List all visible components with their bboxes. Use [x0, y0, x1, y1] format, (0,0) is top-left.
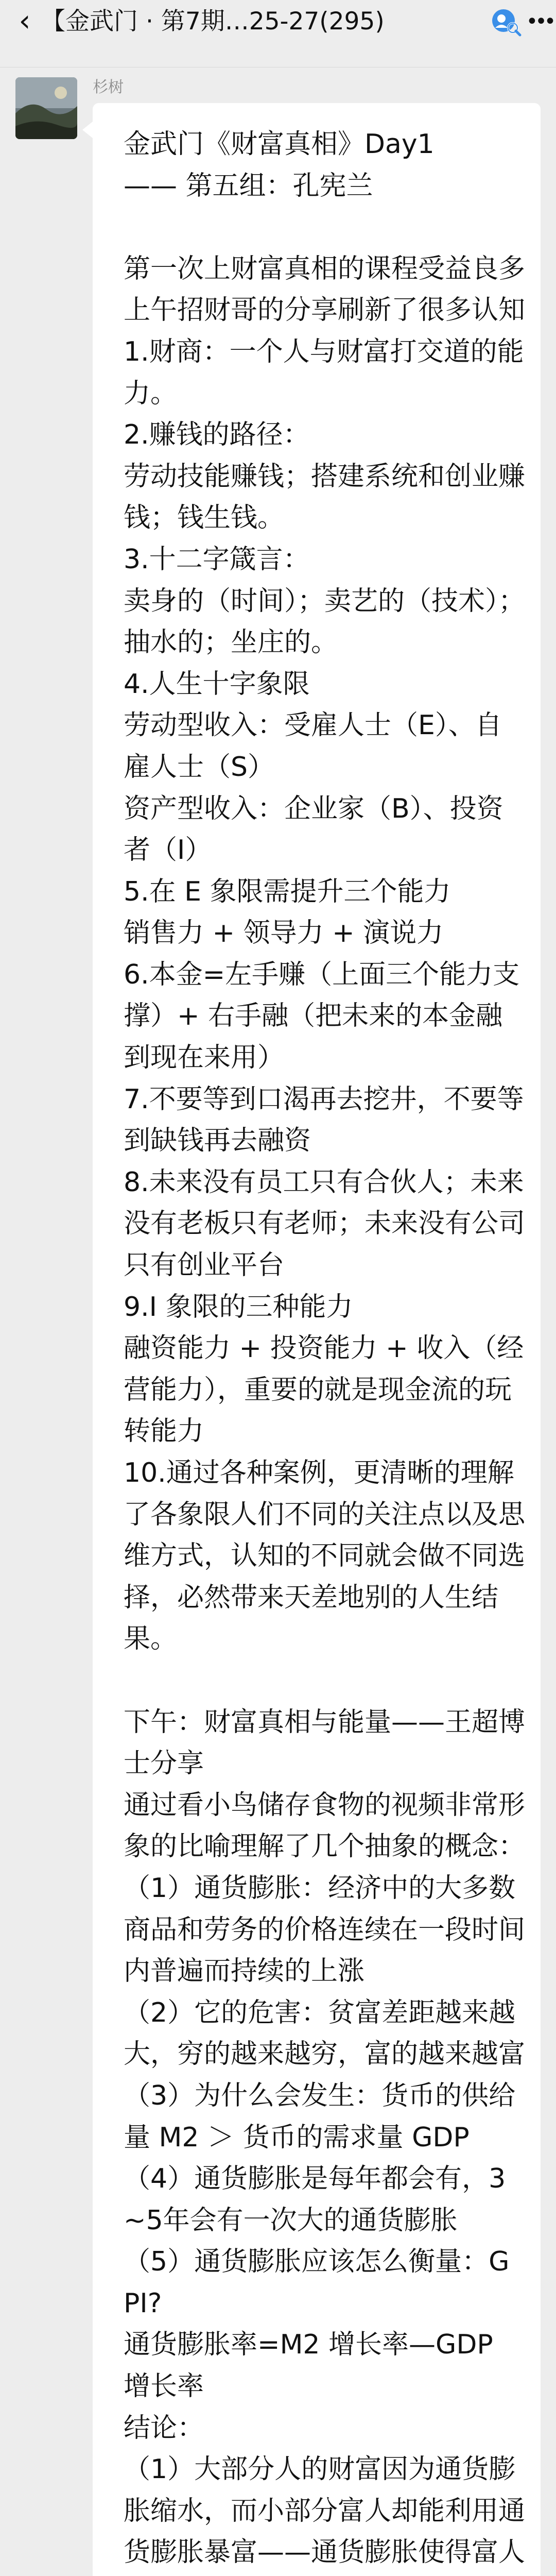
message-bubble[interactable]: [93, 103, 541, 2576]
chat-header: [0, 0, 556, 67]
search-user-icon-graphic: [489, 5, 522, 38]
avatar-photo: [15, 77, 77, 139]
sender-name: 杉树: [93, 78, 124, 96]
chevron-left-icon[interactable]: ‹: [19, 3, 31, 38]
more-icon[interactable]: •••: [526, 10, 553, 33]
search-user-icon[interactable]: [489, 5, 522, 38]
avatar[interactable]: [15, 77, 77, 139]
message-text: 金武门《财富真相》Day1 —— 第五组：孔宪兰 第一次上财富真相的课程受益良多上午招财哥的分享刷新了很多认知1.财商：一个人与财富打交道的能力。 2.赚钱的路径： 劳动技能赚钱；搭建系统和创业赚钱；钱生钱。 3.十二字箴言： 卖身的（时间）；卖艺的（技术）；抽水的；坐庄的。 4.人生十字象限 劳动型收入：受雇人士（E）、自雇人士（S） 资产型收入：企业家（B）、投资者（I） 5.在 E 象限需提升三个能力 销售力 + 领导力 + 演说力 6.本金=左手赚（上面三个能力支撑）+ 右手融（把未来的本金融到现在来用） 7.不要等到口渴再去挖井，不要等到缺钱再去融资 8.未来没有员工只有合伙人；未来没有老板只有老师；未来没有公司只有创业平台 9.I 象限的三种能力 融资能力 + 投资能力 + 收入（经营能力），重要的就是现金流的玩转能力 10.通过各种案例，更清晰的理解了各象限人们不同的关注点以及思维方式，认知的不同就会做不同选择，必然带来天差地别的人生结果。 下午：财富真相与能量——王超博士分享 通过看小鸟储存食物的视频非常形象的比喻理解了几个抽象的概念： （1）通货膨胀：经济中的大多数商品和劳务的价格连续在一段时间内普遍而持续的上涨 （2）它的危害：贫富差距越来越大，穷的越来越穷，富的越来越富 （3）为什么会发生：货币的供给量 M2 ＞ 货币的需求量 GDP （4）通货膨胀是每年都会有，3~5年会有一次大的通货膨胀 （5）通货膨胀应该怎么衡量：GPI? 通货膨胀率=M2 增长率—GDP 增长率 结论： （1）大部分人的财富因为通货膨胀缩水，而小部分富人却能利用通货膨胀暴富——通货膨胀使得富人: [124, 129, 526, 2568]
chat-title: 【金武门 · 第7期…25-27(295): [41, 7, 385, 36]
